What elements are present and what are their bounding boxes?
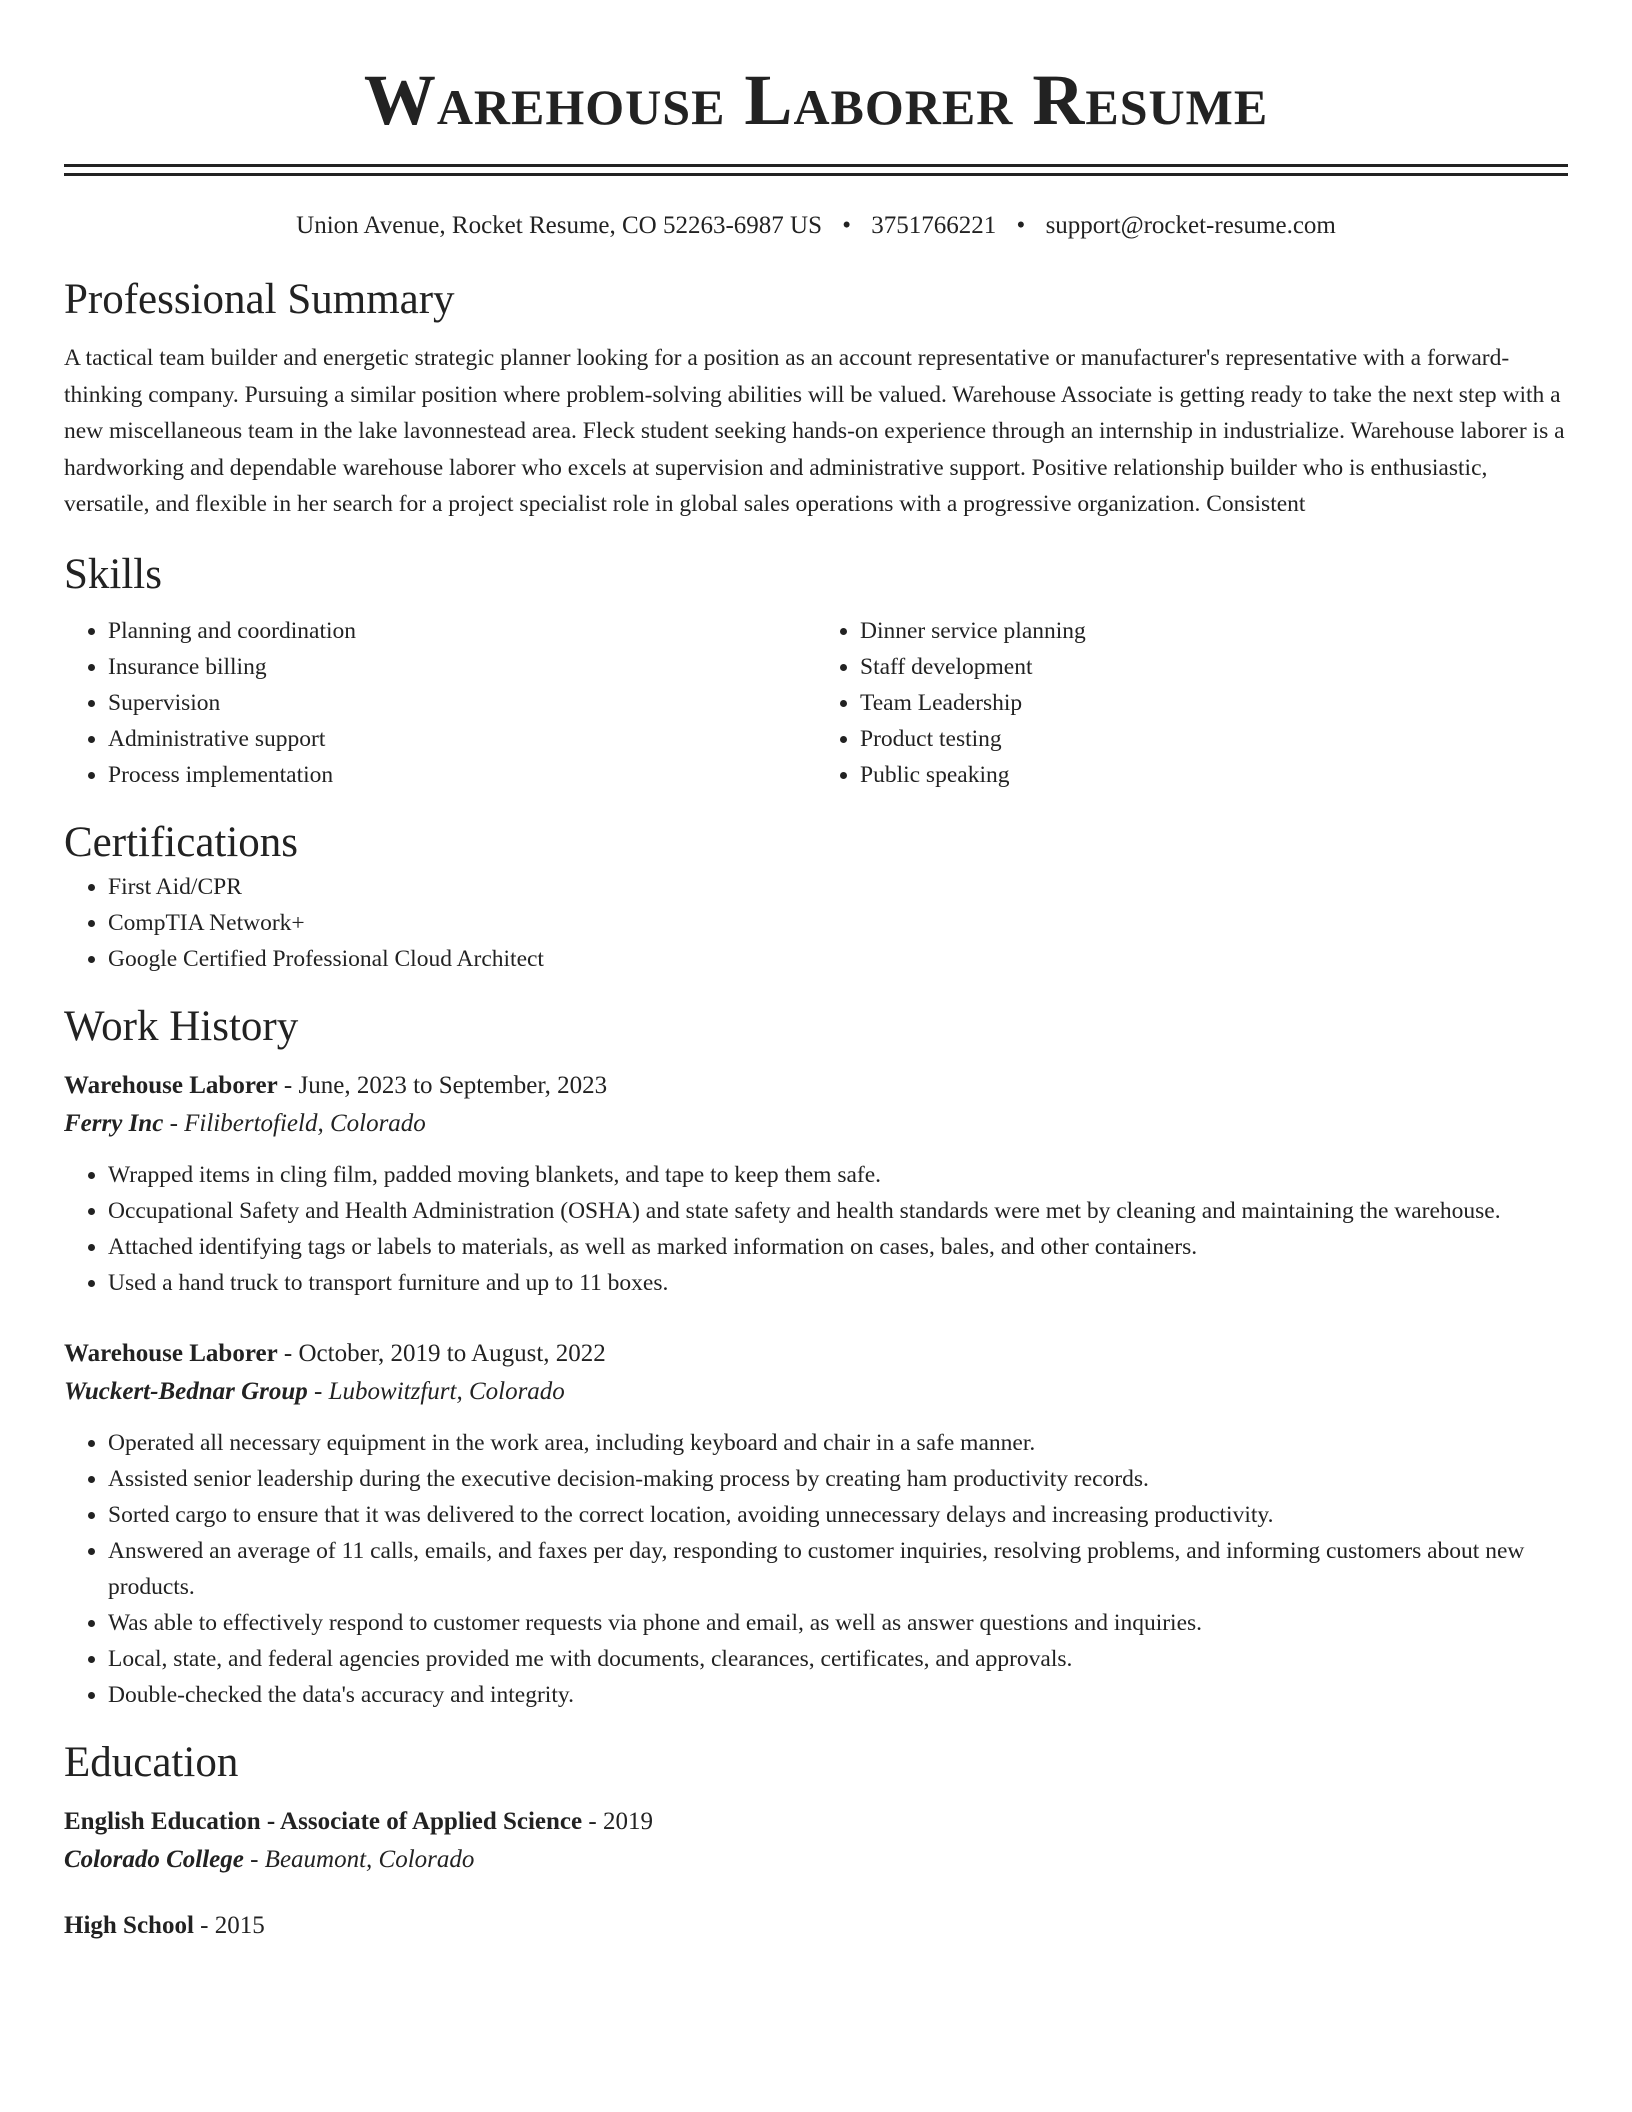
skill-item: • Product testing bbox=[860, 721, 1568, 757]
job-dates: - October, 2019 to August, 2022 bbox=[277, 1339, 606, 1367]
education-school: Colorado College bbox=[64, 1845, 244, 1873]
job-title: Warehouse Laborer bbox=[64, 1339, 278, 1367]
job-duty: • Assisted senior leadership during the executive decision-making process by creating ham productivity records. bbox=[108, 1461, 1568, 1497]
contact-separator: • bbox=[1016, 212, 1026, 239]
skills-list bbox=[64, 613, 1568, 793]
summary-text: A tactical team builder and energetic strategic planner looking for a position as an account representative or manufacturer's representative with a forward-thinking company. Pursuing a similar position where problem-solving abilities will be valued. Warehouse Associate is getting ready to take the next step with a new miscellaneous team in the lake lavonnestead area. Fleck student seeking hands-on experience through an internship in industrialize. Warehouse laborer is a hardworking and dependable warehouse laborer who excels at supervision and administrative support. Positive relationship builder who is enthusiastic, versatile, and flexible in her search for a project specialist role in global sales operations with a progressive organization. Consistent bbox=[64, 345, 1565, 517]
title-divider bbox=[64, 164, 1568, 176]
contact-separator: • bbox=[842, 212, 852, 239]
job-duty: • Attached identifying tags or labels to materials, as well as marked information on cases, bales, and other containers. bbox=[108, 1229, 1568, 1265]
job-company-line bbox=[64, 1373, 1568, 1411]
contact-address: Union Avenue, Rocket Resume, CO 52263-6987 US bbox=[296, 212, 823, 239]
education-school-line bbox=[64, 1841, 1568, 1879]
job-duty: • Used a hand truck to transport furniture and up to 11 boxes. bbox=[108, 1265, 1568, 1301]
skills-column-right bbox=[816, 613, 1568, 793]
job-company: Ferry Inc bbox=[64, 1109, 164, 1137]
skill-item: • Administrative support bbox=[108, 721, 816, 757]
skills-heading: Skills bbox=[64, 550, 162, 598]
skill-item: • Supervision bbox=[108, 685, 816, 721]
divider-line-top bbox=[64, 164, 1568, 167]
job-duties bbox=[64, 1157, 1568, 1301]
education-degree: English Education - Associate of Applied Science bbox=[64, 1807, 583, 1835]
education-entry bbox=[64, 1803, 1568, 1879]
education-year: - 2019 bbox=[582, 1807, 653, 1835]
certifications-list bbox=[64, 869, 1568, 977]
divider-line-bottom bbox=[64, 173, 1568, 176]
skill-item: • Process implementation bbox=[108, 757, 816, 793]
skill-item: • Public speaking bbox=[860, 757, 1568, 793]
certification-item: • First Aid/CPR bbox=[108, 869, 1568, 905]
contact-phone: 3751766221 bbox=[871, 212, 997, 239]
skills-column-left bbox=[64, 613, 816, 793]
job-duty: • Local, state, and federal agencies provided me with documents, clearances, certificates, and approvals. bbox=[108, 1641, 1568, 1677]
certifications-heading: Certifications bbox=[64, 818, 299, 866]
education-year: - 2015 bbox=[193, 1911, 265, 1939]
job-title-line bbox=[64, 1067, 1568, 1105]
job-company-line bbox=[64, 1105, 1568, 1143]
job-duty: • Occupational Safety and Health Administration (OSHA) and state safety and health standards were met by cleaning and maintaining the warehouse. bbox=[108, 1193, 1568, 1229]
job-location: - Lubowitzfurt, Colorado bbox=[307, 1377, 565, 1405]
job-entry bbox=[64, 1335, 1568, 1713]
education-heading: Education bbox=[64, 1738, 239, 1786]
skill-item: • Planning and coordination bbox=[108, 613, 816, 649]
summary-heading: Professional Summary bbox=[64, 276, 455, 323]
resume-title: Warehouse Laborer Resume bbox=[363, 60, 1269, 140]
job-duty: • Operated all necessary equipment in the work area, including keyboard and chair in a safe manner. bbox=[108, 1425, 1568, 1461]
job-duty: • Double-checked the data's accuracy and integrity. bbox=[108, 1677, 1568, 1713]
education-degree: High School bbox=[64, 1911, 194, 1939]
certification-item: • CompTIA Network+ bbox=[108, 905, 1568, 941]
skill-item: • Staff development bbox=[860, 649, 1568, 685]
education-location: - Beaumont, Colorado bbox=[243, 1845, 475, 1873]
certification-item: • Google Certified Professional Cloud Architect bbox=[108, 941, 1568, 977]
education-entry bbox=[64, 1907, 1568, 1945]
job-entry bbox=[64, 1067, 1568, 1301]
contact-email: support@rocket-resume.com bbox=[1045, 212, 1336, 239]
education-degree-line bbox=[64, 1907, 1568, 1945]
skill-item: • Insurance billing bbox=[108, 649, 816, 685]
contact-info bbox=[64, 210, 1568, 242]
job-duty: • Sorted cargo to ensure that it was delivered to the correct location, avoiding unnecessary delays and increasing productivity. bbox=[108, 1497, 1568, 1533]
education-degree-line bbox=[64, 1803, 1568, 1841]
job-title: Warehouse Laborer bbox=[64, 1071, 278, 1099]
skill-item: • Team Leadership bbox=[860, 685, 1568, 721]
job-dates: - June, 2023 to September, 2023 bbox=[277, 1071, 608, 1099]
job-duty: • Wrapped items in cling film, padded moving blankets, and tape to keep them safe. bbox=[108, 1157, 1568, 1193]
job-duties bbox=[64, 1425, 1568, 1713]
job-location: - Filibertofield, Colorado bbox=[163, 1109, 426, 1137]
job-title-line bbox=[64, 1335, 1568, 1373]
skill-item: • Dinner service planning bbox=[860, 613, 1568, 649]
work-history-heading: Work History bbox=[64, 1002, 299, 1050]
job-duty: • Was able to effectively respond to customer requests via phone and email, as well as answer questions and inquiries. bbox=[108, 1605, 1568, 1641]
job-company: Wuckert-Bednar Group bbox=[64, 1377, 308, 1405]
job-duty: • Answered an average of 11 calls, emails, and faxes per day, responding to customer inquiries, resolving problems, and informing customers about new products. bbox=[108, 1533, 1568, 1605]
